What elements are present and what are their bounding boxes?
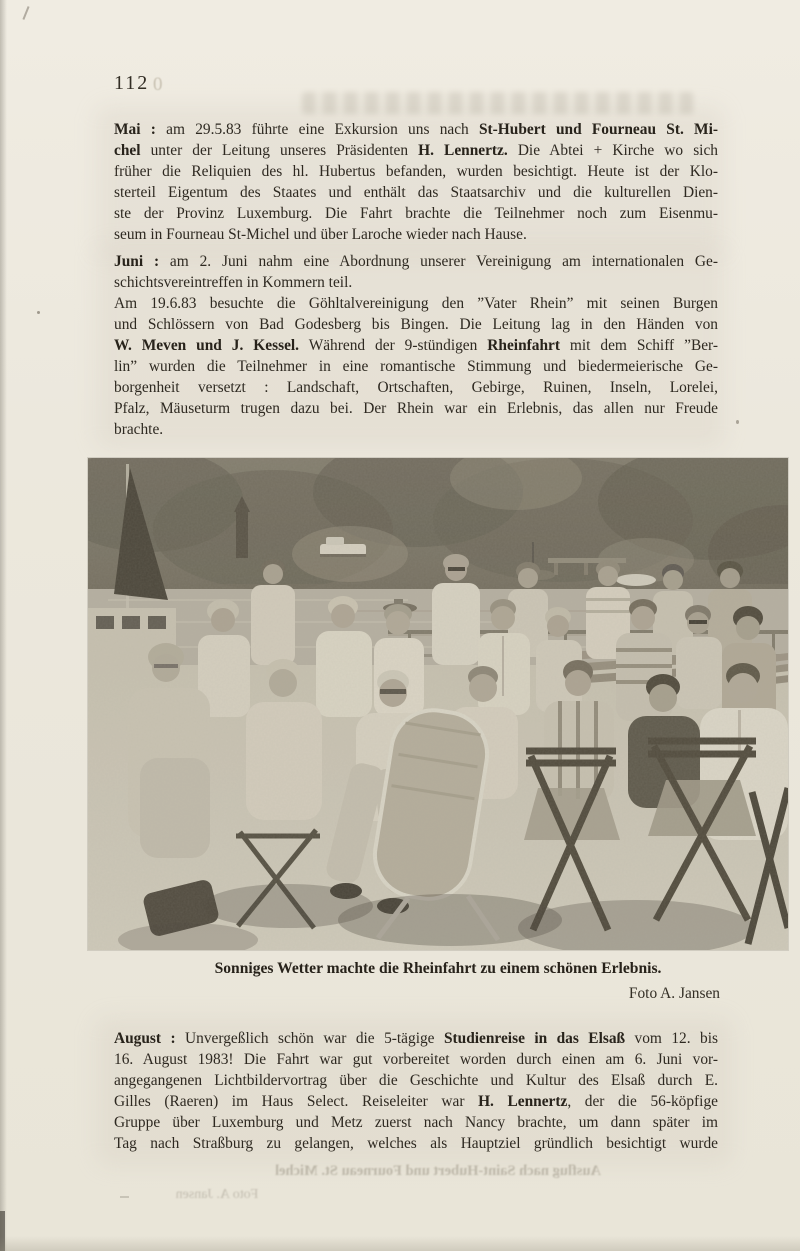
scan-speck — [736, 420, 739, 424]
text-line: Mai : am 29.5.83 führte eine Exkursion uns nach St-Hubert und Fourneau St. Mi- — [114, 121, 718, 138]
text-line: seum in Fourneau St-Michel und über Laroche wieder nach Hause. — [114, 226, 527, 243]
bleedthrough-credit: Foto A. Jansen — [175, 1187, 259, 1202]
bleedthrough-title-smudge — [302, 92, 694, 114]
text-line: lin” wurden die Teilnehmer in eine romantische Stimmung und biedermeierische Ge- — [114, 358, 718, 375]
paragraph-juni — [114, 251, 718, 440]
rheinfahrt-photo — [88, 458, 788, 950]
scan-bottom-shadow — [0, 1236, 800, 1251]
rheinfahrt-photo-art — [88, 458, 788, 950]
bleedthrough-caption: Ausflug nach Saint-Hubert und Fourneau St. Michel — [275, 1163, 601, 1179]
text-line: ste der Provinz Luxemburg. Die Fahrt brachte die Teilnehmer noch zum Eisenmu- — [114, 205, 718, 222]
paragraph-mai — [114, 119, 718, 245]
text-line: Tag nach Straßburg zu gelangen, welches als Hauptziel gründlich besichtigt wurde — [114, 1135, 718, 1152]
text-line: Juni : am 2. Juni nahm eine Abordnung unserer Vereinigung am internationalen Ge- — [114, 253, 718, 270]
text-line: 16. August 1983! Die Fahrt war gut vorbereitet worden durch einen am 6. Juni vor- — [114, 1051, 718, 1068]
text-line: Pfalz, Mäuseturm trugen dazu bei. Der Rhein war ein Erlebnis, das allen nur Freude — [114, 400, 718, 417]
text-line: chel unter der Leitung unseres Präsidenten H. Lennertz. Die Abtei + Kirche wo sich — [114, 142, 718, 159]
page-number: 112 — [114, 72, 150, 94]
text-line: Gruppe über Luxemburg und Metz zuerst nach Nancy brachte, um dann später im — [114, 1114, 718, 1131]
text-line: angegangenen Lichtbildervortrag über die Geschichte und Kultur des Elsaß durch E. — [114, 1072, 718, 1089]
text-line: brachte. — [114, 421, 164, 438]
scan-speck — [120, 1196, 129, 1198]
text-line: W. Meven und J. Kessel. Während der 9-stündigen Rheinfahrt mit dem Schiff ”Ber- — [114, 337, 718, 354]
photo-caption: Sonniges Wetter machte die Rheinfahrt zu einem schönen Erlebnis. — [214, 960, 662, 977]
text-line: schichtsvereintreffen in Kommern teil. — [114, 274, 353, 291]
paragraph-august — [114, 1028, 718, 1154]
text-line: früher die Reliquien des hl. Hubertus befanden, wurden besichtigt. Heute ist der Klo- — [114, 163, 718, 180]
text-line: borgenheit versetzt : Landschaft, Ortschaften, Gebirge, Ruinen, Inseln, Lorelei, — [114, 379, 718, 396]
scan-speck — [22, 6, 29, 20]
text-line: und Schlössern von Bad Godesberg bis Bingen. Die Leitung lag in den Händen von — [114, 316, 718, 333]
photo-credit: Foto A. Jansen — [628, 985, 720, 1002]
text-line: Gilles (Raeren) im Haus Select. Reiseleiter war H. Lennertz, der die 56-köpfige — [114, 1093, 718, 1110]
scan-left-edge — [0, 0, 7, 1251]
text-line: Am 19.6.83 besuchte die Göhltalvereinigung den ”Vater Rhein” mit seinen Burgen — [114, 295, 718, 312]
page-number-ghost: 0 — [153, 74, 163, 95]
text-line: sterteil Eigentum des Staates und enthält das Staatsarchiv und die kulturellen Dien- — [114, 184, 718, 201]
scan-speck — [37, 311, 40, 314]
text-line: August : Unvergeßlich schön war die 5-tägige Studienreise in das Elsaß vom 12. bis — [114, 1030, 718, 1047]
